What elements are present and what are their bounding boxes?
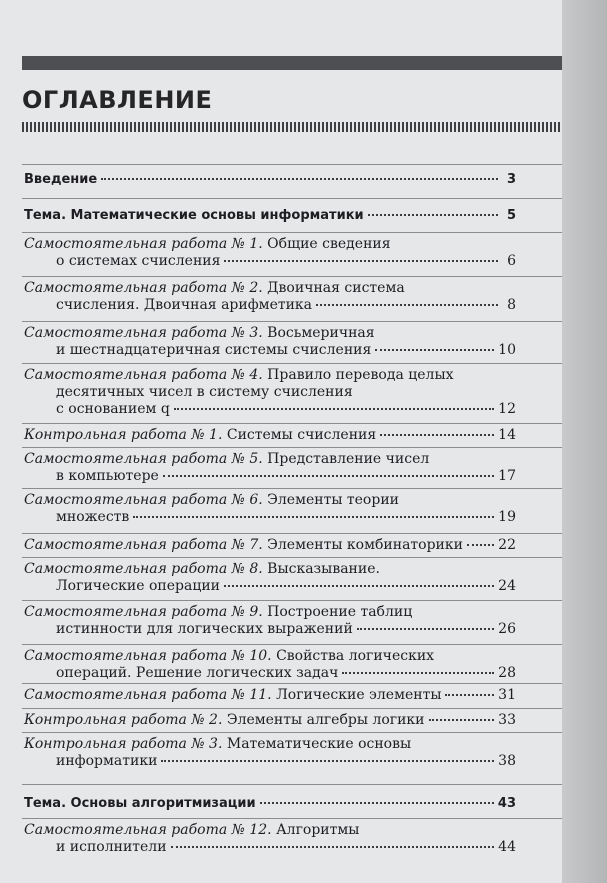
page-number: 8 — [507, 297, 516, 313]
page-number: 3 — [506, 172, 516, 187]
work-type: Контрольная работа — [24, 712, 187, 728]
entry-title: о системах счисления — [56, 253, 221, 269]
toc-entry — [24, 451, 516, 485]
work-number: № 3. — [191, 736, 223, 752]
page-number: 14 — [498, 427, 516, 443]
divider — [22, 423, 562, 424]
page-number: 43 — [497, 796, 516, 811]
divider — [22, 447, 562, 448]
entry-title: с основанием q — [56, 401, 170, 417]
entry-title: операций. Решение логических задач — [56, 665, 339, 681]
entry-title: Построение таблиц — [267, 604, 413, 620]
work-number: № 3. — [231, 325, 263, 341]
entry-title: Элементы комбинаторики — [267, 537, 463, 553]
entry-title: Логические элементы — [276, 687, 442, 703]
work-number: № 6. — [231, 492, 263, 508]
header-bar — [22, 56, 562, 70]
work-number: № 8. — [231, 561, 263, 577]
entry-title: Введение — [24, 172, 98, 187]
divider — [22, 600, 562, 601]
toc-entry — [24, 604, 516, 638]
page-number: 38 — [498, 753, 516, 769]
toc-section-2 — [24, 795, 516, 812]
page-number: 19 — [498, 509, 516, 525]
divider — [22, 164, 562, 165]
toc-entry — [24, 280, 516, 314]
divider — [22, 784, 562, 785]
divider — [22, 818, 562, 819]
entry-title: и шестнадцатеричная системы счисления — [56, 342, 372, 358]
toc-entry-intro — [24, 171, 516, 188]
toc-entry — [24, 712, 516, 729]
heading-underline — [22, 122, 562, 132]
page-number: 10 — [498, 342, 516, 358]
page-number: 26 — [498, 621, 516, 637]
toc-entry — [24, 325, 516, 359]
page-number: 5 — [506, 208, 516, 223]
page-number: 31 — [498, 687, 516, 703]
entry-title: Системы счисления — [226, 427, 377, 443]
work-type: Контрольная работа — [24, 427, 187, 443]
work-type: Самостоятельная работа — [24, 687, 228, 703]
divider — [22, 644, 562, 645]
work-number: № 10. — [231, 648, 272, 664]
work-type: Самостоятельная работа — [24, 561, 228, 577]
entry-title: счисления. Двоичная арифметика — [56, 297, 313, 313]
divider — [22, 708, 562, 709]
work-type: Самостоятельная работа — [24, 451, 228, 467]
entry-title: информатики — [56, 753, 158, 769]
divider — [22, 363, 562, 364]
page-number: 12 — [498, 401, 516, 417]
divider — [22, 198, 562, 199]
work-type: Самостоятельная работа — [24, 325, 228, 341]
toc-entry — [24, 367, 516, 418]
entry-title: десятичных чисел в систему счисления — [56, 384, 353, 400]
page-edge-shadow — [562, 0, 607, 883]
page-number: 44 — [498, 839, 516, 855]
work-number: № 9. — [231, 604, 263, 620]
work-number: № 1. — [231, 236, 263, 252]
section-title: Тема. Математические основы информатики — [24, 208, 364, 223]
divider — [22, 732, 562, 733]
entry-title: в компьютере — [56, 468, 159, 484]
toc-entry — [24, 687, 516, 704]
toc-entry — [24, 537, 516, 554]
work-type: Самостоятельная работа — [24, 648, 228, 664]
divider — [22, 557, 562, 558]
entry-title: Восьмеричная — [267, 325, 375, 341]
toc-entry — [24, 822, 516, 856]
page-number: 6 — [507, 253, 516, 269]
entry-title: Элементы алгебры логики — [226, 712, 425, 728]
entry-title: множеств — [56, 509, 130, 525]
entry-title: истинности для логических выражений — [56, 621, 353, 637]
entry-title: Высказывание. — [267, 561, 380, 577]
entry-title: Логические операции — [56, 578, 220, 594]
entry-title: Двоичная система — [267, 280, 405, 296]
toc-entry — [24, 492, 516, 526]
divider — [22, 533, 562, 534]
entry-title: Общие сведения — [267, 236, 391, 252]
entry-title: и исполнители — [56, 839, 167, 855]
entry-title: Свойства логических — [276, 648, 435, 664]
toc-entry — [24, 427, 516, 444]
entry-title: Математические основы — [226, 736, 412, 752]
work-number: № 7. — [231, 537, 263, 553]
work-number: № 5. — [231, 451, 263, 467]
work-type: Самостоятельная работа — [24, 492, 228, 508]
work-type: Самостоятельная работа — [24, 367, 228, 383]
work-number: № 4. — [231, 367, 263, 383]
entry-title: Элементы теории — [267, 492, 399, 508]
toc-heading: ОГЛАВЛЕНИЕ — [22, 86, 213, 114]
toc-entry — [24, 561, 516, 595]
work-number: № 12. — [231, 822, 272, 838]
entry-title: Представление чисел — [267, 451, 430, 467]
toc-section-1 — [24, 207, 516, 224]
toc-entry — [24, 736, 516, 770]
work-number: № 1. — [191, 427, 223, 443]
toc-entry — [24, 648, 516, 682]
page-number: 17 — [498, 468, 516, 484]
work-type: Самостоятельная работа — [24, 604, 228, 620]
page-number: 28 — [498, 665, 516, 681]
work-type: Самостоятельная работа — [24, 280, 228, 296]
entry-title: Правило перевода целых — [267, 367, 454, 383]
entry-title: Алгоритмы — [276, 822, 360, 838]
divider — [22, 488, 562, 489]
page-number: 24 — [498, 578, 516, 594]
page-number: 22 — [498, 537, 516, 553]
work-type: Самостоятельная работа — [24, 537, 228, 553]
work-number: № 2. — [231, 280, 263, 296]
work-type: Самостоятельная работа — [24, 236, 228, 252]
divider — [22, 683, 562, 684]
divider — [22, 276, 562, 277]
divider — [22, 321, 562, 322]
work-type: Контрольная работа — [24, 736, 187, 752]
section-title: Тема. Основы алгоритмизации — [24, 796, 256, 811]
page-number: 33 — [498, 712, 516, 728]
work-number: № 2. — [191, 712, 223, 728]
work-type: Самостоятельная работа — [24, 822, 228, 838]
toc-entry — [24, 236, 516, 270]
divider — [22, 232, 562, 233]
work-number: № 11. — [231, 687, 272, 703]
